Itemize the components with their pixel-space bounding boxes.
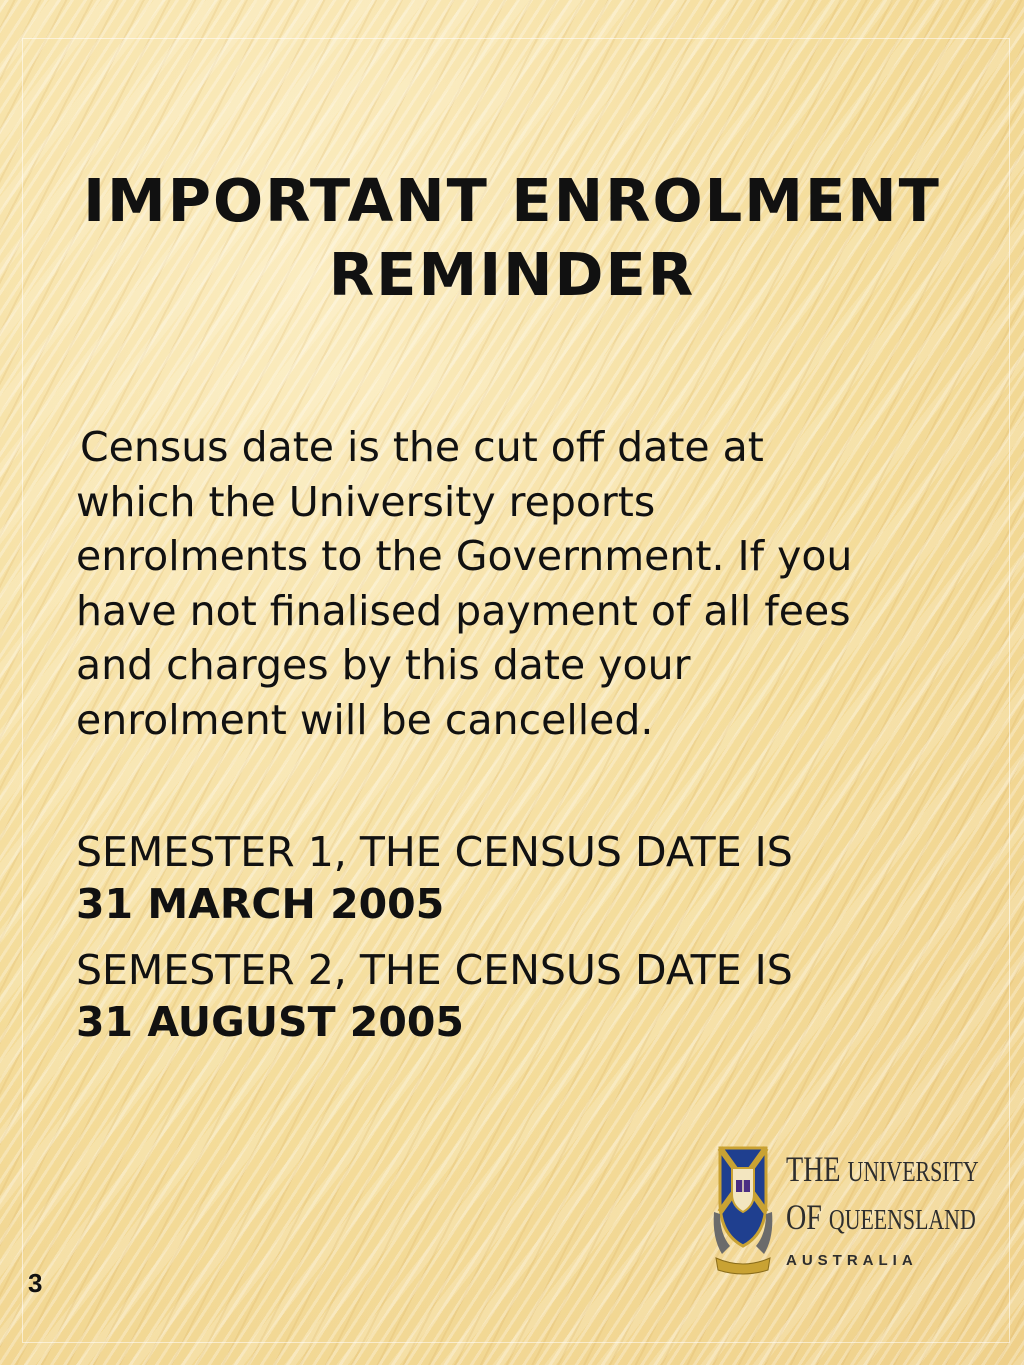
- body-line-3: enrolments to the Government. If you: [76, 532, 853, 580]
- crest-icon: [710, 1142, 776, 1278]
- semester-1-label: SEMESTER 1, THE CENSUS DATE IS: [76, 828, 793, 876]
- semester-1-date: 31 MARCH 2005: [76, 880, 445, 928]
- semester-2-label: SEMESTER 2, THE CENSUS DATE IS: [76, 946, 793, 994]
- body-line-1: Census date is the cut off date at: [80, 423, 764, 471]
- title-line-2: REMINDER: [328, 240, 696, 309]
- body-line-6: enrolment will be cancelled.: [76, 695, 654, 744]
- semester-2-census: [76, 944, 976, 1048]
- title-line-1: IMPORTANT ENROLMENT: [83, 166, 941, 235]
- body-line-5: and charges by this date your: [76, 641, 691, 689]
- semester-1-census: [76, 826, 976, 930]
- logo-line-2: OF QUEENSLAND: [786, 1197, 976, 1237]
- slide-title: [0, 164, 1024, 312]
- body-line-4: have not finalised payment of all fees: [76, 586, 851, 635]
- page-number: 3: [28, 1268, 43, 1298]
- semester-2-date: 31 AUGUST 2005: [76, 998, 464, 1046]
- logo-line-3: AUSTRALIA: [786, 1252, 918, 1269]
- body-line-2: which the University reports: [76, 477, 656, 526]
- university-logo: [710, 1142, 980, 1280]
- logo-line-1: THE UNIVERSITY: [786, 1149, 979, 1189]
- census-explanation: [76, 420, 996, 747]
